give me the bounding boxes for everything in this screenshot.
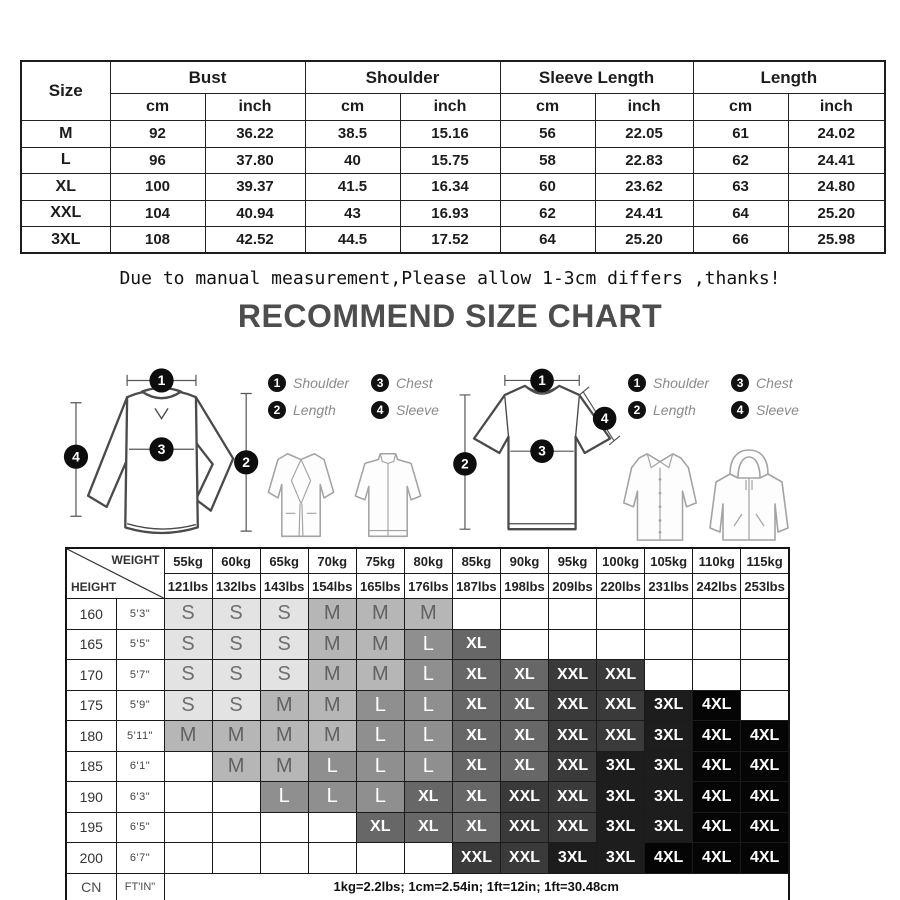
- height-row-180: [66, 721, 789, 752]
- measurement-value: 66: [693, 227, 788, 254]
- measurement-value: 62: [500, 200, 595, 227]
- height-row-195: [66, 812, 789, 843]
- size-cell-empty: [500, 599, 548, 630]
- size-cell-M: M: [356, 599, 404, 630]
- legend-number-4-icon: 4: [731, 401, 749, 419]
- legend-item-chest: [371, 374, 439, 392]
- height-ftin: 6'1": [116, 751, 164, 782]
- size-cell-XL: XL: [452, 690, 500, 721]
- size-cell-empty: [645, 629, 693, 660]
- group-header-bust: Bust: [110, 61, 305, 94]
- size-cell-XL: XL: [452, 751, 500, 782]
- weight-kg-header: 70kg: [308, 548, 356, 574]
- size-cell-3XL: 3XL: [597, 751, 645, 782]
- size-cell-empty: [741, 660, 789, 691]
- legend-number-1-icon: 1: [268, 374, 286, 392]
- size-cell-empty: [356, 843, 404, 874]
- svg-text:4: 4: [600, 411, 609, 427]
- measurement-value: 64: [500, 227, 595, 254]
- height-row-160: [66, 599, 789, 630]
- weight-kg-header: 100kg: [597, 548, 645, 574]
- measurement-legend-right: [628, 374, 799, 419]
- height-ftin: 5'11": [116, 721, 164, 752]
- height-ftin: 6'3": [116, 782, 164, 813]
- weight-axis-label: WEIGHT: [111, 553, 160, 567]
- measurement-value: 22.83: [595, 147, 693, 174]
- height-cm: 160: [66, 599, 116, 630]
- height-row-185: [66, 751, 789, 782]
- group-header-shoulder: Shoulder: [305, 61, 500, 94]
- weight-lbs-header: 187lbs: [452, 574, 500, 599]
- size-cell-S: S: [164, 660, 212, 691]
- size-column-header: Size: [21, 61, 110, 121]
- measurement-value: 25.20: [595, 227, 693, 254]
- blazer-outline-icon: [260, 448, 342, 544]
- measurement-value: 23.62: [595, 174, 693, 201]
- unit-cm-header: cm: [693, 94, 788, 121]
- unit-cm-header: cm: [110, 94, 205, 121]
- height-ftin: 5'5": [116, 629, 164, 660]
- measurement-value: 24.02: [788, 121, 885, 148]
- size-name: L: [21, 147, 110, 174]
- size-cell-empty: [404, 843, 452, 874]
- weight-kg-header: 85kg: [452, 548, 500, 574]
- legend-item-length: [268, 401, 349, 419]
- size-cell-XXL: XXL: [549, 690, 597, 721]
- size-cell-XL: XL: [356, 812, 404, 843]
- size-cell-empty: [741, 690, 789, 721]
- weight-height-diagonal-cell: [66, 548, 164, 599]
- size-cell-S: S: [164, 629, 212, 660]
- measurement-value: 58: [500, 147, 595, 174]
- height-cm: 190: [66, 782, 116, 813]
- hoodie-outline-icon: [706, 446, 792, 546]
- legend-number-3-icon: 3: [371, 374, 389, 392]
- group-header-length: Length: [693, 61, 885, 94]
- height-row-175: [66, 690, 789, 721]
- weight-lbs-header: 132lbs: [212, 574, 260, 599]
- size-cell-XXL: XXL: [549, 782, 597, 813]
- size-cell-empty: [741, 599, 789, 630]
- size-cell-M: M: [356, 660, 404, 691]
- height-ftin: 5'7": [116, 660, 164, 691]
- size-cell-empty: [164, 751, 212, 782]
- size-row-M: [21, 121, 885, 148]
- measurement-value: 25.98: [788, 227, 885, 254]
- size-table-header-row: [21, 61, 885, 94]
- measurement-value: 41.5: [305, 174, 400, 201]
- measurement-value: 43: [305, 200, 400, 227]
- size-cell-4XL: 4XL: [645, 843, 693, 874]
- measurement-value: 36.22: [205, 121, 305, 148]
- size-cell-XXL: XXL: [597, 721, 645, 752]
- legend-label: Chest: [756, 375, 793, 391]
- measurement-value: 62: [693, 147, 788, 174]
- measurement-value: 61: [693, 121, 788, 148]
- size-cell-M: M: [308, 721, 356, 752]
- height-cm: 180: [66, 721, 116, 752]
- weight-lbs-header: 165lbs: [356, 574, 404, 599]
- height-axis-label: HEIGHT: [71, 580, 117, 594]
- size-cell-XL: XL: [500, 660, 548, 691]
- size-cell-3XL: 3XL: [597, 812, 645, 843]
- weight-lbs-header: 231lbs: [645, 574, 693, 599]
- size-cell-3XL: 3XL: [645, 812, 693, 843]
- legend-label: Length: [293, 402, 336, 418]
- matrix-footer-row: [66, 873, 789, 900]
- measurement-value: 15.16: [400, 121, 500, 148]
- measurement-value: 24.41: [595, 200, 693, 227]
- measurement-value: 42.52: [205, 227, 305, 254]
- ftin-label: FT'IN": [116, 873, 164, 900]
- size-row-3XL: [21, 227, 885, 254]
- height-row-200: [66, 843, 789, 874]
- weight-kg-header: 105kg: [645, 548, 693, 574]
- size-cell-L: L: [308, 782, 356, 813]
- zip-jacket-outline-icon: [348, 448, 428, 544]
- size-cell-XL: XL: [404, 782, 452, 813]
- size-cell-empty: [597, 629, 645, 660]
- marker-2-icon: [453, 452, 477, 476]
- legend-number-3-icon: 3: [731, 374, 749, 392]
- svg-text:1: 1: [538, 372, 546, 388]
- size-cell-L: L: [356, 690, 404, 721]
- size-cell-XL: XL: [452, 812, 500, 843]
- size-cell-XXL: XXL: [597, 660, 645, 691]
- size-cell-empty: [164, 782, 212, 813]
- measurement-value: 44.5: [305, 227, 400, 254]
- size-row-XXL: [21, 200, 885, 227]
- weight-kg-header: 65kg: [260, 548, 308, 574]
- size-cell-M: M: [404, 599, 452, 630]
- size-cell-empty: [693, 599, 741, 630]
- measurement-value: 37.80: [205, 147, 305, 174]
- legend-label: Chest: [396, 375, 433, 391]
- weight-kg-header: 90kg: [500, 548, 548, 574]
- size-cell-4XL: 4XL: [741, 751, 789, 782]
- matrix-weight-lbs-row: [66, 574, 789, 599]
- svg-text:2: 2: [242, 453, 251, 470]
- legend-item-length: [628, 401, 709, 419]
- svg-text:3: 3: [157, 440, 166, 457]
- weight-kg-header: 60kg: [212, 548, 260, 574]
- weight-lbs-header: 176lbs: [404, 574, 452, 599]
- size-cell-L: L: [404, 721, 452, 752]
- size-cell-empty: [164, 812, 212, 843]
- weight-lbs-header: 242lbs: [693, 574, 741, 599]
- size-cell-S: S: [164, 599, 212, 630]
- size-cell-XXL: XXL: [500, 782, 548, 813]
- size-cell-3XL: 3XL: [597, 843, 645, 874]
- size-cell-XXL: XXL: [500, 843, 548, 874]
- matrix-weight-kg-row: [66, 548, 789, 574]
- size-cell-XXL: XXL: [597, 690, 645, 721]
- weight-kg-header: 95kg: [549, 548, 597, 574]
- marker-3-icon: [530, 439, 554, 463]
- legend-item-sleeve: [731, 401, 799, 419]
- legend-item-chest: [731, 374, 799, 392]
- measurement-value: 92: [110, 121, 205, 148]
- size-cell-empty: [597, 599, 645, 630]
- unit-inch-header: inch: [788, 94, 885, 121]
- size-cell-S: S: [212, 599, 260, 630]
- size-cell-XL: XL: [452, 721, 500, 752]
- weight-lbs-header: 220lbs: [597, 574, 645, 599]
- tshirt-measurement-diagram: [445, 360, 640, 546]
- weight-kg-header: 110kg: [693, 548, 741, 574]
- size-cell-L: L: [404, 660, 452, 691]
- size-cell-M: M: [164, 721, 212, 752]
- weight-lbs-header: 143lbs: [260, 574, 308, 599]
- size-cell-4XL: 4XL: [693, 690, 741, 721]
- weight-kg-header: 115kg: [741, 548, 789, 574]
- size-cell-XL: XL: [452, 629, 500, 660]
- measurement-value: 56: [500, 121, 595, 148]
- size-cell-S: S: [260, 599, 308, 630]
- size-cell-XL: XL: [452, 660, 500, 691]
- weight-kg-header: 80kg: [404, 548, 452, 574]
- height-ftin: 5'3": [116, 599, 164, 630]
- measurement-value: 15.75: [400, 147, 500, 174]
- measurement-value: 16.93: [400, 200, 500, 227]
- size-cell-M: M: [308, 690, 356, 721]
- size-cell-S: S: [212, 690, 260, 721]
- size-cell-empty: [693, 629, 741, 660]
- measurement-value: 63: [693, 174, 788, 201]
- size-cell-empty: [212, 812, 260, 843]
- size-row-L: [21, 147, 885, 174]
- size-cell-XXL: XXL: [500, 812, 548, 843]
- legend-number-2-icon: 2: [628, 401, 646, 419]
- size-cell-L: L: [404, 690, 452, 721]
- height-cm: 175: [66, 690, 116, 721]
- size-cell-S: S: [212, 660, 260, 691]
- height-cm: 170: [66, 660, 116, 691]
- recommend-size-chart-title: RECOMMEND SIZE CHART: [237, 298, 663, 334]
- height-cm: 195: [66, 812, 116, 843]
- size-cell-3XL: 3XL: [645, 782, 693, 813]
- size-cell-empty: [645, 660, 693, 691]
- size-cell-XXL: XXL: [549, 812, 597, 843]
- legend-number-1-icon: 1: [628, 374, 646, 392]
- unit-cm-header: cm: [305, 94, 400, 121]
- height-weight-size-matrix: [65, 547, 790, 900]
- size-cell-M: M: [212, 751, 260, 782]
- unit-inch-header: inch: [595, 94, 693, 121]
- legend-label: Shoulder: [293, 375, 350, 391]
- size-cell-empty: [260, 812, 308, 843]
- size-name: XL: [21, 174, 110, 201]
- height-ftin: 5'9": [116, 690, 164, 721]
- legend-item-shoulder: [268, 374, 349, 392]
- size-cell-empty: [549, 629, 597, 660]
- size-name: 3XL: [21, 227, 110, 254]
- size-cell-4XL: 4XL: [693, 843, 741, 874]
- height-row-170: [66, 660, 789, 691]
- marker-1-icon: [149, 368, 173, 392]
- size-cell-L: L: [356, 782, 404, 813]
- measurement-value: 96: [110, 147, 205, 174]
- size-cell-empty: [308, 843, 356, 874]
- height-cm: 165: [66, 629, 116, 660]
- size-cell-4XL: 4XL: [741, 843, 789, 874]
- size-cell-empty: [693, 660, 741, 691]
- legend-label: Shoulder: [653, 375, 710, 391]
- measurement-value: 17.52: [400, 227, 500, 254]
- size-cell-XXL: XXL: [549, 751, 597, 782]
- marker-3-icon: [149, 437, 173, 461]
- height-row-190: [66, 782, 789, 813]
- weight-kg-header: 55kg: [164, 548, 212, 574]
- size-cell-L: L: [356, 721, 404, 752]
- size-cell-XL: XL: [404, 812, 452, 843]
- size-cell-empty: [260, 843, 308, 874]
- size-cell-3XL: 3XL: [549, 843, 597, 874]
- size-cell-XL: XL: [452, 782, 500, 813]
- weight-lbs-header: 198lbs: [500, 574, 548, 599]
- legend-number-2-icon: 2: [268, 401, 286, 419]
- measurement-value: 24.80: [788, 174, 885, 201]
- size-cell-L: L: [308, 751, 356, 782]
- weight-lbs-header: 154lbs: [308, 574, 356, 599]
- size-cell-M: M: [260, 690, 308, 721]
- height-row-165: [66, 629, 789, 660]
- size-table-unit-row: [21, 94, 885, 121]
- size-cell-XL: XL: [500, 721, 548, 752]
- measurement-legend-left: [268, 374, 439, 419]
- height-ftin: 6'5": [116, 812, 164, 843]
- size-cell-empty: [308, 812, 356, 843]
- measurement-value: 100: [110, 174, 205, 201]
- button-shirt-outline-icon: [618, 448, 702, 546]
- size-cell-empty: [212, 843, 260, 874]
- measurement-value: 38.5: [305, 121, 400, 148]
- size-cell-4XL: 4XL: [741, 721, 789, 752]
- size-cell-L: L: [260, 782, 308, 813]
- marker-4-icon: [64, 445, 88, 469]
- size-cell-empty: [549, 599, 597, 630]
- size-cell-3XL: 3XL: [645, 690, 693, 721]
- size-cell-M: M: [212, 721, 260, 752]
- size-cell-XXL: XXL: [452, 843, 500, 874]
- size-cell-empty: [212, 782, 260, 813]
- size-cell-M: M: [356, 629, 404, 660]
- measurement-value: 108: [110, 227, 205, 254]
- svg-text:3: 3: [538, 443, 546, 459]
- size-cell-M: M: [308, 629, 356, 660]
- height-ftin: 6'7": [116, 843, 164, 874]
- size-cell-S: S: [260, 660, 308, 691]
- size-cell-empty: [452, 599, 500, 630]
- marker-4-icon: [593, 407, 617, 431]
- size-cell-S: S: [212, 629, 260, 660]
- size-cell-3XL: 3XL: [597, 782, 645, 813]
- size-cell-L: L: [404, 751, 452, 782]
- cn-label: CN: [66, 873, 116, 900]
- size-cell-4XL: 4XL: [741, 782, 789, 813]
- size-cell-L: L: [356, 751, 404, 782]
- size-cell-S: S: [164, 690, 212, 721]
- unit-inch-header: inch: [205, 94, 305, 121]
- svg-text:1: 1: [157, 372, 166, 389]
- longsleeve-measurement-diagram: [62, 360, 262, 546]
- size-cell-M: M: [308, 660, 356, 691]
- size-cell-M: M: [260, 751, 308, 782]
- measurement-value: 64: [693, 200, 788, 227]
- size-measurements-table: [20, 60, 886, 254]
- measurement-note: Due to manual measurement,Please allow 1-3cm differs ,thanks!: [119, 268, 781, 289]
- measurement-value: 40.94: [205, 200, 305, 227]
- legend-label: Sleeve: [396, 402, 439, 418]
- marker-1-icon: [530, 369, 554, 393]
- measurement-value: 25.20: [788, 200, 885, 227]
- measurement-value: 16.34: [400, 174, 500, 201]
- unit-conversion-note: 1kg=2.2lbs; 1cm=2.54in; 1ft=12in; 1ft=30.48cm: [164, 873, 789, 900]
- legend-item-sleeve: [371, 401, 439, 419]
- unit-cm-header: cm: [500, 94, 595, 121]
- size-cell-M: M: [308, 599, 356, 630]
- size-cell-XL: XL: [500, 751, 548, 782]
- measurement-value: 39.37: [205, 174, 305, 201]
- measurement-value: 60: [500, 174, 595, 201]
- size-name: XXL: [21, 200, 110, 227]
- size-cell-empty: [164, 843, 212, 874]
- weight-lbs-header: 209lbs: [549, 574, 597, 599]
- svg-text:4: 4: [72, 448, 80, 465]
- height-cm: 185: [66, 751, 116, 782]
- legend-item-shoulder: [628, 374, 709, 392]
- size-cell-S: S: [260, 629, 308, 660]
- group-header-sleeve-length: Sleeve Length: [500, 61, 693, 94]
- svg-text:2: 2: [461, 456, 469, 472]
- size-name: M: [21, 121, 110, 148]
- size-cell-4XL: 4XL: [693, 721, 741, 752]
- size-cell-XXL: XXL: [549, 721, 597, 752]
- size-cell-3XL: 3XL: [645, 721, 693, 752]
- measurement-value: 40: [305, 147, 400, 174]
- size-cell-M: M: [260, 721, 308, 752]
- size-cell-4XL: 4XL: [693, 812, 741, 843]
- unit-inch-header: inch: [400, 94, 500, 121]
- size-cell-empty: [500, 629, 548, 660]
- size-cell-empty: [741, 629, 789, 660]
- size-cell-empty: [645, 599, 693, 630]
- measurement-value: 22.05: [595, 121, 693, 148]
- size-cell-4XL: 4XL: [693, 751, 741, 782]
- size-cell-4XL: 4XL: [741, 812, 789, 843]
- size-cell-3XL: 3XL: [645, 751, 693, 782]
- size-cell-4XL: 4XL: [693, 782, 741, 813]
- size-cell-L: L: [404, 629, 452, 660]
- marker-2-icon: [234, 450, 258, 474]
- weight-kg-header: 75kg: [356, 548, 404, 574]
- height-cm: 200: [66, 843, 116, 874]
- weight-lbs-header: 121lbs: [164, 574, 212, 599]
- size-cell-XL: XL: [500, 690, 548, 721]
- measurement-value: 104: [110, 200, 205, 227]
- legend-label: Sleeve: [756, 402, 799, 418]
- size-row-XL: [21, 174, 885, 201]
- measurement-value: 24.41: [788, 147, 885, 174]
- legend-number-4-icon: 4: [371, 401, 389, 419]
- weight-lbs-header: 253lbs: [741, 574, 789, 599]
- legend-label: Length: [653, 402, 696, 418]
- size-cell-XXL: XXL: [549, 660, 597, 691]
